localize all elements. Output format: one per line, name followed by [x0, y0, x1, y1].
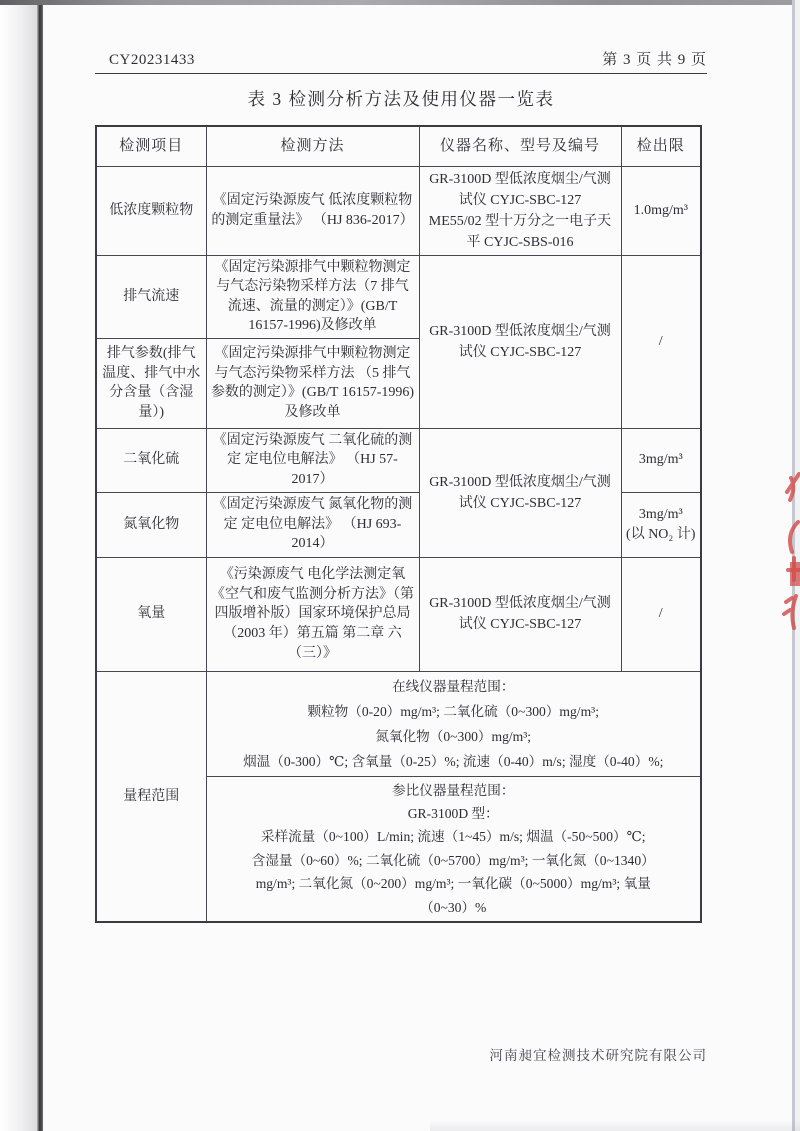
- limit-line: 3mg/m³: [638, 507, 683, 523]
- scan-bottom-shadow: [430, 1120, 800, 1131]
- instrument-cell: [419, 557, 621, 671]
- range-line: 在线仪器量程范围：: [392, 678, 515, 694]
- range-line: 颗粒物（0-20）mg/m³; 二氧化硫（0~300）mg/m³;: [307, 703, 600, 719]
- range-line: GR-3100D 型：: [407, 806, 499, 822]
- scan-top-edge: [0, 0, 800, 5]
- footer-company: 河南昶宜检测技术研究院有限公司: [489, 1048, 707, 1063]
- instrument-line: GR-3100D 型低浓度烟尘/气测试仪 CYJC-SBC-127: [429, 474, 611, 511]
- limit-cell-merged: /: [621, 255, 701, 428]
- limit-line: (以 NO₂ 计): [626, 526, 696, 542]
- method-cell: 《污染源废气 电化学法测定氧 《空气和废气监测分析方法》（第四版增补版）国家环境保护总局（2003 年）第五篇 第二章 六（三）》: [206, 557, 419, 671]
- page-header: [95, 48, 707, 74]
- range-line: （0~30）%: [420, 899, 487, 915]
- item-cell: 氧量: [96, 557, 206, 671]
- limit-cell: [621, 492, 701, 557]
- item-cell: 低浓度颗粒物: [96, 166, 206, 255]
- col-header-instrument: 仪器名称、型号及编号: [419, 126, 621, 166]
- underlying-page-edge: [0, 0, 37, 1131]
- range-line: 氮氧化物（0~300）mg/m³;: [375, 728, 532, 744]
- report-number: CY20231433: [109, 52, 195, 68]
- table-row-particulate: [96, 166, 701, 255]
- table-row-so2: [96, 428, 701, 492]
- instrument-cell-merged: [419, 428, 621, 557]
- limit-cell: 3mg/m³: [621, 428, 701, 492]
- scan-spine-line: [37, 0, 43, 1131]
- instrument-line: GR-3100D 型低浓度烟尘/气测试仪 CYJC-SBC-127: [429, 323, 611, 360]
- table-row-o2: [96, 557, 701, 671]
- limit-cell: 1.0mg/m³: [621, 166, 701, 255]
- range-line: 含湿量（0~60）%; 二氧化硫（0~5700）mg/m³; 一氧化氮（0~1340）: [251, 852, 655, 868]
- range-line: 采样流量（0~100）L/min; 流速（1~45）m/s; 烟温（-50~500）℃;: [260, 829, 646, 845]
- col-header-item: 检测项目: [96, 126, 206, 166]
- limit-cell: /: [621, 557, 701, 671]
- table-header-row: [96, 126, 701, 166]
- instrument-cell: [419, 166, 621, 255]
- col-header-method: 检测方法: [206, 126, 419, 166]
- item-cell: 排气参数(排气温度、排气中水分含量（含湿量）): [96, 338, 206, 428]
- table-row-flow: [96, 255, 701, 338]
- method-cell: 《固定污染源排气中颗粒物测定与气态污染物采样方法 （5 排气参数的测定）》(GB/T 16157-1996)及修改单: [206, 338, 419, 428]
- item-cell: 排气流速: [96, 255, 206, 338]
- range-line: 烟温（0-300）℃; 含氧量（0-25）%; 流速（0-40）m/s; 湿度（0-40）%;: [243, 753, 664, 769]
- method-cell: 《固定污染源废气 二氧化硫的测定 定电位电解法》 （HJ 57-2017）: [206, 428, 419, 492]
- instrument-line: GR-3100D 型低浓度烟尘/气测试仪 CYJC-SBC-127: [429, 171, 611, 208]
- table-row-range-online: [96, 671, 701, 776]
- page-indicator: 第 3 页 共 9 页: [602, 52, 707, 68]
- instrument-line: GR-3100D 型低浓度烟尘/气测试仪 CYJC-SBC-127: [429, 596, 611, 633]
- range-label-cell: 量程范围: [96, 671, 206, 922]
- item-cell: 二氧化硫: [96, 428, 206, 492]
- method-cell: 《固定污染源废气 低浓度颗粒物的测定重量法》 （HJ 836-2017）: [206, 166, 419, 255]
- method-cell: 《固定污染源排气中颗粒物测定与气态污染物采样方法（7 排气流速、流量的测定）》(GB/T 16157-1996)及修改单: [206, 255, 419, 338]
- table-title: 表 3 检测分析方法及使用仪器一览表: [247, 89, 555, 109]
- method-cell: 《固定污染源废气 氮氧化物的测定 定电位电解法》 （HJ 693-2014）: [206, 492, 419, 557]
- item-cell: 氮氧化物: [96, 492, 206, 557]
- col-header-limit: 检出限: [621, 126, 701, 166]
- instrument-cell-merged: [419, 255, 621, 428]
- red-stamp-fragment: [778, 430, 800, 670]
- range-online-cell: [206, 671, 701, 776]
- method-instrument-table: [95, 125, 702, 923]
- range-line: 参比仪器量程范围：: [392, 782, 515, 798]
- range-line: mg/m³; 二氧化氮（0~200）mg/m³; 一氧化碳（0~5000）mg/m³; 氧量: [255, 876, 651, 892]
- instrument-line: ME55/02 型十万分之一电子天平 CYJC-SBS-016: [428, 213, 612, 250]
- range-reference-cell: [206, 776, 701, 922]
